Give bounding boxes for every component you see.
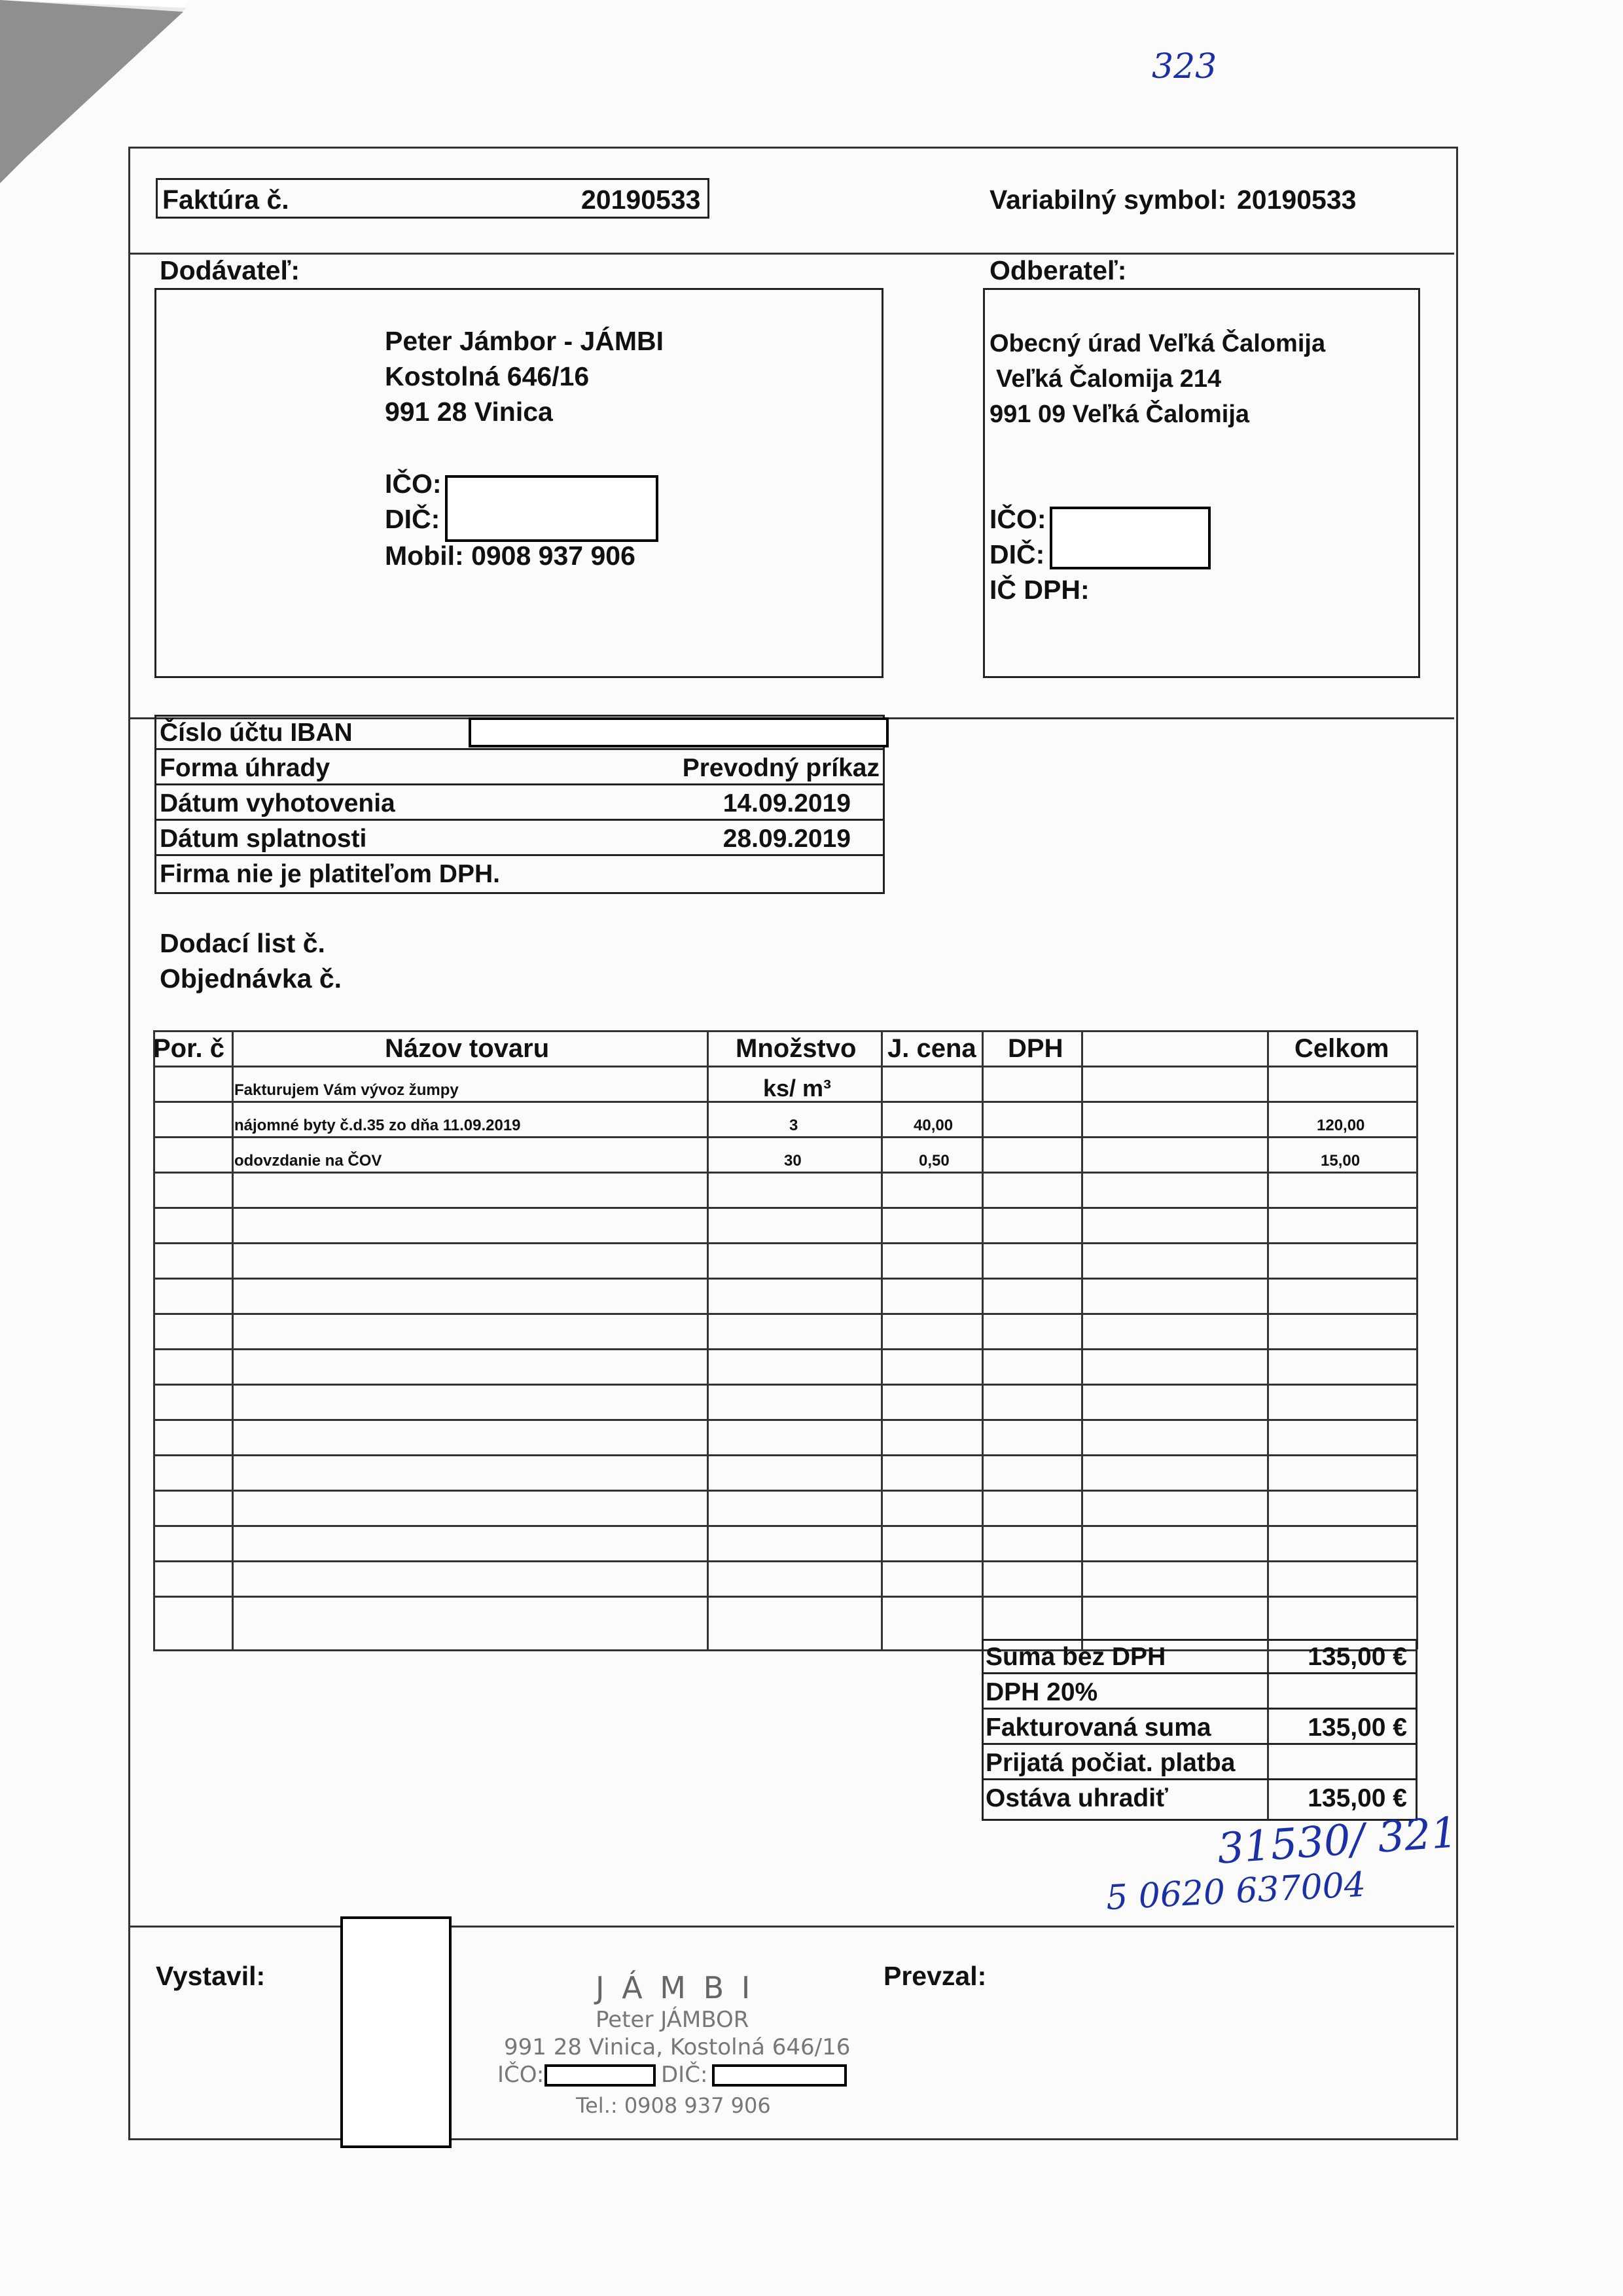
stamp-dic-redaction <box>712 2064 847 2087</box>
items-grid-row-line <box>153 1348 1416 1350</box>
supplier-mobile: Mobil: 0908 937 906 <box>385 541 635 571</box>
items-grid-column-line <box>1416 1030 1418 1649</box>
stamp-address: 991 28 Vinica, Kostolná 646/16 <box>504 2034 851 2060</box>
supplier-ico-label: IČO: <box>385 469 442 499</box>
sum-value: 135,00 € <box>1308 1643 1407 1671</box>
signature-redaction <box>340 1916 452 2148</box>
handwritten-page-number: 323 <box>1152 47 1217 86</box>
company-stamp <box>478 1970 883 2121</box>
due-date-label: Dátum splatnosti <box>160 825 367 853</box>
item-3-price: 0,50 <box>919 1152 950 1170</box>
invoiced-label: Fakturovaná suma <box>986 1713 1211 1742</box>
items-grid-row-line <box>153 1596 1416 1598</box>
issue-date-label: Dátum vyhotovenia <box>160 789 395 817</box>
items-grid-row-line <box>153 1207 1416 1209</box>
order-label: Objednávka č. <box>160 963 342 994</box>
customer-ico-dic-redaction <box>1050 507 1211 569</box>
delivery-note-label: Dodací list č. <box>160 928 325 958</box>
items-grid-row-line <box>153 1313 1416 1315</box>
item-2-price: 40,00 <box>914 1117 954 1134</box>
issue-date-value: 14.09.2019 <box>722 789 851 817</box>
vat-row <box>982 1674 1416 1710</box>
item-3-qty: 30 <box>784 1152 802 1170</box>
vat-note-row <box>156 856 883 891</box>
vat-label: DPH 20% <box>986 1678 1098 1706</box>
header-no: Por. č <box>153 1034 224 1063</box>
invoice-number: 20190533 <box>581 185 701 215</box>
customer-dic-label: DIČ: <box>990 539 1045 569</box>
items-grid-column-line <box>1267 1030 1269 1649</box>
stamp-name: Peter JÁMBOR <box>596 2007 749 2033</box>
iban-label: Číslo účtu IBAN <box>160 719 353 747</box>
item-3-total: 15,00 <box>1321 1152 1361 1170</box>
items-grid-row-line <box>153 1172 1416 1174</box>
items-grid-row-line <box>153 1560 1416 1562</box>
items-grid-row-line <box>153 1384 1416 1386</box>
items-grid-row-line <box>153 1030 1416 1032</box>
stamp-brand: J Á M B I <box>596 1970 755 2005</box>
footer-divider <box>128 1926 1454 1928</box>
invoiced-value: 135,00 € <box>1308 1713 1407 1742</box>
payment-method-label: Forma úhrady <box>160 754 330 782</box>
header-qty: Množstvo <box>736 1034 857 1063</box>
iban-redaction <box>469 717 889 747</box>
header-vat: DPH <box>1008 1034 1063 1063</box>
stamp-dic-label: DIČ: <box>661 2062 708 2088</box>
invoice-label: Faktúra č. <box>162 185 289 215</box>
items-grid-row-line <box>153 1136 1416 1138</box>
variable-symbol-label: Variabilný symbol: <box>990 185 1227 215</box>
supplier-street: Kostolná 646/16 <box>385 361 590 391</box>
items-grid-column-line <box>881 1030 883 1649</box>
issue-date-row <box>156 785 883 821</box>
customer-ico-label: IČO: <box>990 504 1046 534</box>
payment-method-value: Prevodný príkaz <box>682 754 880 782</box>
header-total: Celkom <box>1294 1034 1389 1063</box>
customer-name: Obecný úrad Veľká Čalomija <box>990 330 1326 357</box>
item-3-name: odovzdanie na ČOV <box>234 1152 382 1170</box>
items-grid-row-line <box>153 1454 1416 1456</box>
items-grid-row-line <box>153 1419 1416 1421</box>
sum-label: Suma bez DPH <box>986 1643 1166 1671</box>
item-2-total: 120,00 <box>1317 1117 1365 1134</box>
remaining-row <box>982 1780 1416 1816</box>
stamp-ico-redaction <box>544 2064 656 2087</box>
items-grid-column-line <box>153 1030 155 1649</box>
items-grid-column-line <box>232 1030 234 1649</box>
items-grid-row-line <box>153 1525 1416 1527</box>
items-grid-column-line <box>707 1030 709 1649</box>
items-grid-row-line <box>153 1490 1416 1492</box>
payment-method-row <box>156 750 883 785</box>
variable-symbol-value: 20190533 <box>1237 185 1357 215</box>
invoiced-row <box>982 1710 1416 1745</box>
issued-by-label: Vystavil: <box>156 1961 266 1991</box>
remaining-label: Ostáva uhradiť <box>986 1784 1168 1812</box>
supplier-name: Peter Jámbor - JÁMBI <box>385 326 664 356</box>
stamp-ico-label: IČO: <box>497 2062 544 2088</box>
header-name: Názov tovaru <box>385 1034 550 1063</box>
handwritten-note-2: 5 0620 637004 <box>1105 1865 1367 1918</box>
customer-heading: Odberateľ: <box>990 255 1127 285</box>
handwritten-note-1: 31530/ 321 <box>1215 1808 1459 1874</box>
due-date-row <box>156 821 883 856</box>
due-date-value: 28.09.2019 <box>722 825 851 853</box>
header-unit-price: J. cena <box>887 1034 976 1063</box>
item-1-name: Fakturujem Vám vývoz žumpy <box>234 1081 459 1099</box>
customer-city: 991 09 Veľká Čalomija <box>990 401 1250 428</box>
sum-row <box>982 1639 1416 1674</box>
items-grid-row-line <box>153 1066 1416 1067</box>
items-grid-column-line <box>982 1030 984 1649</box>
advance-row <box>982 1745 1416 1780</box>
supplier-dic-label: DIČ: <box>385 504 440 534</box>
items-grid-column-line <box>1081 1030 1083 1649</box>
supplier-city: 991 28 Vinica <box>385 397 553 427</box>
items-grid-row-line <box>153 1278 1416 1280</box>
item-1-qty: ks/ m³ <box>763 1075 832 1102</box>
supplier-heading: Dodávateľ: <box>160 255 300 285</box>
customer-street: Veľká Čalomija 214 <box>996 365 1222 393</box>
remaining-value: 135,00 € <box>1308 1784 1407 1812</box>
advance-label: Prijatá počiat. platba <box>986 1749 1236 1777</box>
items-grid-row-line <box>153 1242 1416 1244</box>
supplier-ico-dic-redaction <box>445 475 658 542</box>
customer-icdph-label: IČ DPH: <box>990 575 1090 605</box>
received-by-label: Prevzal: <box>883 1961 987 1991</box>
vat-note: Firma nie je platiteľom DPH. <box>160 860 500 888</box>
item-2-name: nájomné byty č.d.35 zo dňa 11.09.2019 <box>234 1117 521 1134</box>
header-divider <box>128 253 1454 255</box>
item-2-qty: 3 <box>789 1117 798 1134</box>
stamp-tel: Tel.: 0908 937 906 <box>576 2093 771 2118</box>
